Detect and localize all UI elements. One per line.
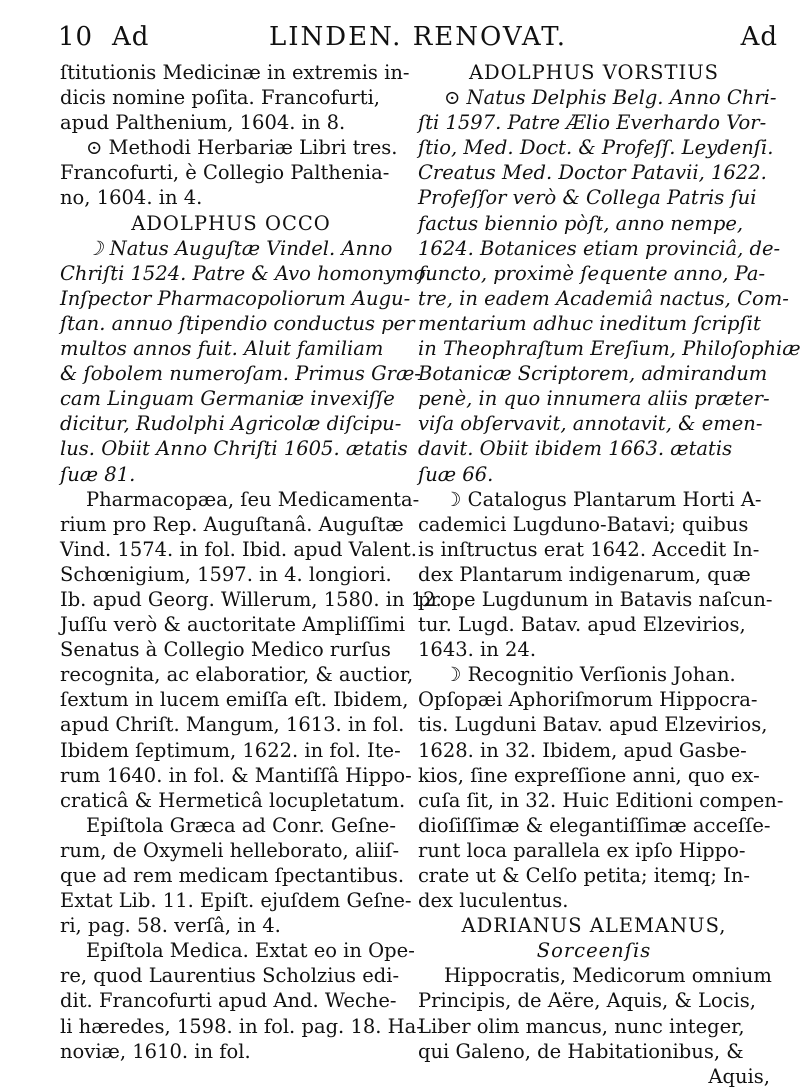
- text-line: kios, ſine expreſſione anni, quo ex-: [418, 763, 760, 787]
- text-line: davit. Obiit ibidem 1663. ætatis: [418, 437, 733, 461]
- text-line: cuſa ſit, in 32. Huic Editioni compen-: [418, 788, 784, 812]
- text-line: dicitur, Rudolphi Agricolæ diſcipu-: [60, 412, 402, 436]
- text-line: dex Plantarum indigenarum, quæ: [418, 562, 751, 586]
- text-line: dicis nomine poſita. Francofurti,: [60, 86, 381, 110]
- text-line: Hippocratis, Medicorum omnium: [444, 964, 772, 988]
- text-line: li hæredes, 1598. in fol. pag. 18. Ha-: [60, 1014, 423, 1038]
- text-line: tis. Lugduni Batav. apud Elzevirios,: [418, 713, 768, 737]
- text-line: apud Chriſt. Mangum, 1613. in fol.: [60, 713, 405, 737]
- text-line: lus. Obiit Anno Chriſti 1605. ætatis: [60, 437, 408, 461]
- text-line: Vind. 1574. in fol. Ibid. apud Valent.: [60, 537, 417, 561]
- header-left-word: Ad: [112, 22, 150, 52]
- text-line: Ib. apud Georg. Willerum, 1580. in 12.: [60, 587, 442, 611]
- right-column: [418, 60, 801, 1089]
- text-line: viſa obſervavit, annotavit, & emen-: [418, 412, 763, 436]
- text-line: recognita, ac elaboratior, & auctior,: [60, 663, 414, 687]
- text-line: crate ut & Celſo petita; itemq; In-: [418, 864, 750, 887]
- text-line: Sorceenſis: [536, 939, 652, 963]
- text-line: in Theophraſtum Ereſium, Philoſophiæ: [418, 337, 801, 361]
- text-line: dit. Francofurti apud And. Weche-: [60, 989, 397, 1013]
- text-line: ☽ Natus Auguſtæ Vindel. Anno: [86, 236, 393, 260]
- text-line: ſtan. annuo ſtipendio conductus per: [60, 311, 415, 335]
- text-line: Senatus à Collegio Medico rurſus: [60, 638, 391, 662]
- text-line: ☽ Catalogus Plantarum Horti A-: [444, 487, 762, 511]
- catchword: Ad: [740, 22, 778, 52]
- text-line: ſuæ 66.: [418, 462, 494, 486]
- text-line: penè, in quo innumera aliis præter-: [418, 387, 770, 411]
- text-line: Botanicæ Scriptorem, admirandum: [418, 362, 768, 386]
- text-line: runt loca parallela ex ipſo Hippo-: [418, 838, 746, 862]
- text-line: Pharmacopæa, ſeu Medicamenta-: [86, 487, 420, 511]
- text-line: no, 1604. in 4.: [60, 186, 203, 210]
- text-line: Epiſtola Medica. Extat eo in Ope-: [86, 939, 415, 963]
- text-line: ſti 1597. Patre Ælio Everhardo Vor-: [418, 111, 767, 135]
- text-line: Liber olim mancus, nunc integer,: [418, 1014, 745, 1038]
- text-line: prope Lugdunum in Batavis naſcun-: [418, 587, 773, 611]
- text-line: apud Palthenium, 1604. in 8.: [60, 111, 346, 135]
- text-line: 1628. in 32. Ibidem, apud Gasbe-: [418, 738, 747, 762]
- page-number: 10: [58, 22, 94, 52]
- text-line: mentarium adhuc ineditum ſcripſit: [418, 311, 761, 335]
- text-line: tre, in eadem Academiâ nactus, Com-: [418, 286, 789, 310]
- text-line: Epiſtola Græca ad Conr. Geſne-: [86, 813, 396, 837]
- text-line: ſtitutionis Medicinæ in extremis in-: [60, 61, 410, 84]
- text-line: factus biennio pòſt, anno nempe,: [418, 211, 744, 235]
- text-line: Inſpector Pharmacopoliorum Augu-: [60, 286, 411, 310]
- text-line: que ad rem medicam ſpectantibus.: [60, 864, 405, 887]
- text-line: Principis, de Aëre, Aquis, & Locis,: [418, 989, 756, 1013]
- text-line: noviæ, 1610. in fol.: [60, 1039, 251, 1063]
- text-line: qui Galeno, de Habitationibus, &: [418, 1039, 744, 1063]
- text-line: ⊙ Methodi Herbariæ Libri tres.: [86, 136, 398, 160]
- left-column: [60, 60, 442, 1064]
- text-line: Schœnigium, 1597. in 4. longiori.: [60, 562, 392, 586]
- text-line: ⊙ Natus Delphis Belg. Anno Chri-: [444, 86, 777, 110]
- text-line: ſuæ 81.: [60, 462, 136, 486]
- text-line: 1643. in 24.: [418, 638, 537, 662]
- text-line: craticâ & Hermeticâ locupletatum.: [60, 788, 406, 812]
- text-line: ſtio, Med. Doct. & Profeſſ. Leydenſi.: [418, 136, 774, 160]
- text-line: tur. Lugd. Batav. apud Elzevirios,: [418, 613, 746, 637]
- text-line: Aquis,: [708, 1064, 770, 1088]
- text-line: ſextum in lucem emiſſa eſt. Ibidem,: [60, 688, 409, 712]
- text-line: rium pro Rep. Auguſtanâ. Auguſtæ: [60, 512, 404, 536]
- text-line: ri, pag. 58. verſâ, in 4.: [60, 914, 281, 938]
- author-heading: ADOLPHUS VORSTIUS: [468, 61, 720, 84]
- text-line: Opſopæi Aphoriſmorum Hippocra-: [418, 688, 758, 712]
- text-line: Francofurti, è Collegio Palthenia-: [60, 161, 390, 185]
- text-line: Juſſu verò & auctoritate Ampliſſimi: [60, 613, 406, 637]
- text-line: Profeſſor verò & Collega Patris ſui: [418, 186, 757, 210]
- text-line: rum 1640. in fol. & Mantiſſâ Hippo-: [60, 763, 412, 787]
- text-line: Creatus Med. Doctor Patavii, 1622.: [418, 161, 767, 185]
- text-line: cam Linguam Germaniæ invexiſſe: [60, 387, 395, 411]
- text-line: multos annos fuit. Aluit familiam: [60, 337, 384, 361]
- text-line: Extat Lib. 11. Epiſt. ejuſdem Geſne-: [60, 889, 412, 913]
- text-line: rum, de Oxymeli helleborato, aliiſ-: [60, 838, 400, 862]
- author-heading: ADOLPHUS OCCO: [131, 211, 331, 235]
- text-line: is inſtructus erat 1642. Accedit In-: [418, 537, 760, 561]
- running-header: [58, 22, 778, 56]
- text-line: re, quod Laurentius Scholzius edi-: [60, 964, 400, 988]
- text-line: dioſiſſimæ & elegantiſſimæ acceſſe-: [418, 813, 771, 837]
- author-heading: ADRIANUS ALEMANUS,: [461, 914, 727, 938]
- text-line: Chriſti 1524. Patre & Avo homonymo.: [60, 261, 432, 285]
- text-line: dex luculentus.: [418, 889, 569, 913]
- text-line: functo, proximè ſequente anno, Pa-: [418, 261, 766, 285]
- text-line: & ſobolem numeroſam. Primus Græ-: [60, 362, 421, 386]
- text-line: ☽ Recognitio Verſionis Johan.: [444, 663, 736, 687]
- running-title: LINDEN. RENOVAT.: [268, 22, 568, 52]
- text-line: 1624. Botanices etiam provinciâ, de-: [418, 236, 781, 260]
- text-line: Ibidem ſeptimum, 1622. in fol. Ite-: [60, 738, 401, 762]
- text-line: cademici Lugduno-Batavi; quibus: [418, 512, 749, 536]
